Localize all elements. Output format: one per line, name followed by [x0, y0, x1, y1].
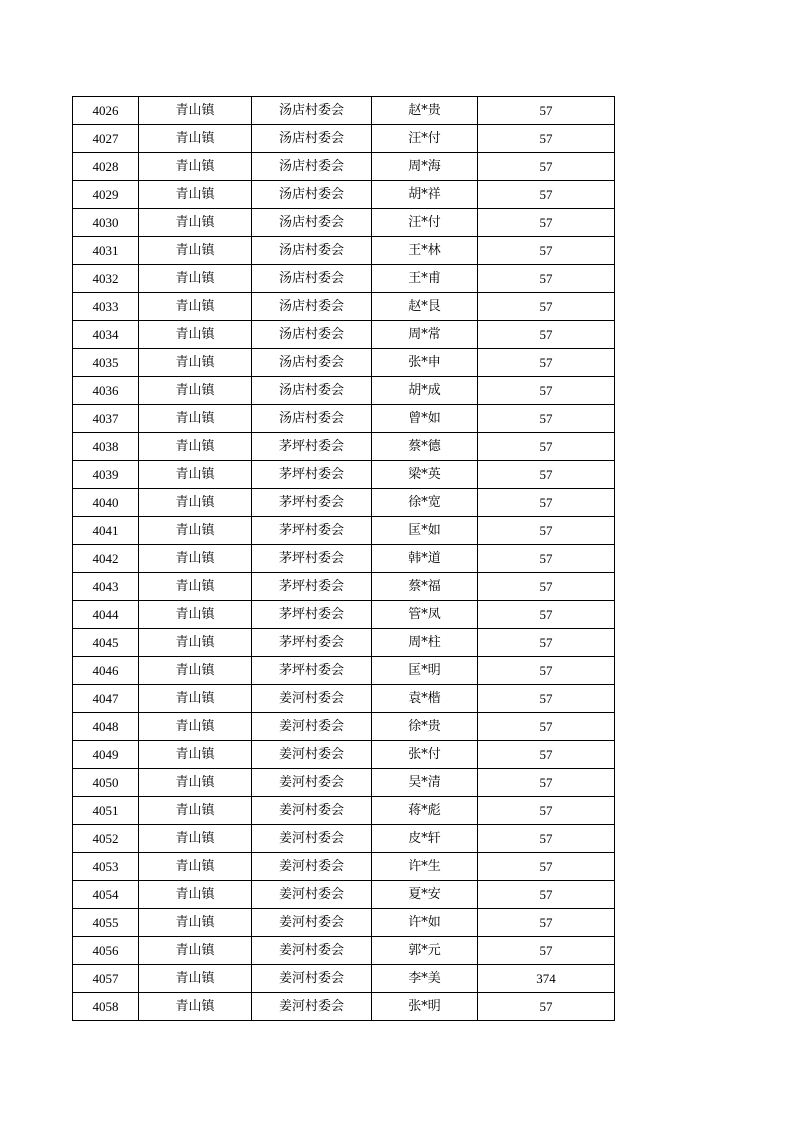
town-cell: 青山镇 — [139, 741, 252, 769]
town-cell: 青山镇 — [139, 629, 252, 657]
record-number-cell: 4040 — [73, 489, 139, 517]
table-row — [73, 713, 615, 741]
town-cell: 青山镇 — [139, 713, 252, 741]
person-name-cell: 徐*宽 — [372, 489, 478, 517]
village-committee-cell: 茅坪村委会 — [252, 601, 372, 629]
village-committee-cell: 姜河村委会 — [252, 769, 372, 797]
village-committee-cell: 茅坪村委会 — [252, 545, 372, 573]
village-committee-cell: 汤店村委会 — [252, 321, 372, 349]
table-row — [73, 265, 615, 293]
record-number-cell: 4058 — [73, 993, 139, 1021]
table-row — [73, 461, 615, 489]
village-committee-cell: 茅坪村委会 — [252, 573, 372, 601]
records-table — [72, 96, 615, 1021]
village-committee-cell: 汤店村委会 — [252, 349, 372, 377]
town-cell: 青山镇 — [139, 237, 252, 265]
table-row — [73, 937, 615, 965]
village-committee-cell: 茅坪村委会 — [252, 433, 372, 461]
amount-cell: 57 — [478, 573, 615, 601]
person-name-cell: 夏*安 — [372, 881, 478, 909]
village-committee-cell: 茅坪村委会 — [252, 657, 372, 685]
town-cell: 青山镇 — [139, 209, 252, 237]
town-cell: 青山镇 — [139, 853, 252, 881]
person-name-cell: 周*海 — [372, 153, 478, 181]
table-row — [73, 797, 615, 825]
person-name-cell: 许*生 — [372, 853, 478, 881]
amount-cell: 374 — [478, 965, 615, 993]
person-name-cell: 徐*贵 — [372, 713, 478, 741]
table-row — [73, 405, 615, 433]
table-row — [73, 489, 615, 517]
person-name-cell: 汪*付 — [372, 209, 478, 237]
record-number-cell: 4031 — [73, 237, 139, 265]
amount-cell: 57 — [478, 433, 615, 461]
amount-cell: 57 — [478, 321, 615, 349]
amount-cell: 57 — [478, 881, 615, 909]
amount-cell: 57 — [478, 181, 615, 209]
town-cell: 青山镇 — [139, 97, 252, 125]
person-name-cell: 李*美 — [372, 965, 478, 993]
record-number-cell: 4030 — [73, 209, 139, 237]
town-cell: 青山镇 — [139, 405, 252, 433]
record-number-cell: 4037 — [73, 405, 139, 433]
person-name-cell: 郭*元 — [372, 937, 478, 965]
table-row — [73, 825, 615, 853]
record-number-cell: 4046 — [73, 657, 139, 685]
village-committee-cell: 姜河村委会 — [252, 713, 372, 741]
amount-cell: 57 — [478, 741, 615, 769]
record-number-cell: 4048 — [73, 713, 139, 741]
person-name-cell: 吴*清 — [372, 769, 478, 797]
person-name-cell: 匡*如 — [372, 517, 478, 545]
table-row — [73, 545, 615, 573]
town-cell: 青山镇 — [139, 517, 252, 545]
amount-cell: 57 — [478, 853, 615, 881]
table-row — [73, 377, 615, 405]
village-committee-cell: 姜河村委会 — [252, 965, 372, 993]
amount-cell: 57 — [478, 685, 615, 713]
town-cell: 青山镇 — [139, 797, 252, 825]
amount-cell: 57 — [478, 461, 615, 489]
village-committee-cell: 汤店村委会 — [252, 293, 372, 321]
person-name-cell: 王*甫 — [372, 265, 478, 293]
amount-cell: 57 — [478, 909, 615, 937]
record-number-cell: 4039 — [73, 461, 139, 489]
village-committee-cell: 茅坪村委会 — [252, 517, 372, 545]
person-name-cell: 梁*英 — [372, 461, 478, 489]
record-number-cell: 4049 — [73, 741, 139, 769]
amount-cell: 57 — [478, 293, 615, 321]
amount-cell: 57 — [478, 153, 615, 181]
village-committee-cell: 姜河村委会 — [252, 741, 372, 769]
person-name-cell: 周*常 — [372, 321, 478, 349]
table-row — [73, 629, 615, 657]
person-name-cell: 蒋*彪 — [372, 797, 478, 825]
record-number-cell: 4038 — [73, 433, 139, 461]
table-row — [73, 517, 615, 545]
record-number-cell: 4055 — [73, 909, 139, 937]
person-name-cell: 张*明 — [372, 993, 478, 1021]
amount-cell: 57 — [478, 937, 615, 965]
village-committee-cell: 姜河村委会 — [252, 853, 372, 881]
table-row — [73, 685, 615, 713]
person-name-cell: 韩*道 — [372, 545, 478, 573]
town-cell: 青山镇 — [139, 881, 252, 909]
village-committee-cell: 汤店村委会 — [252, 237, 372, 265]
table-row — [73, 601, 615, 629]
village-committee-cell: 汤店村委会 — [252, 377, 372, 405]
table-row — [73, 741, 615, 769]
person-name-cell: 皮*轩 — [372, 825, 478, 853]
town-cell: 青山镇 — [139, 769, 252, 797]
person-name-cell: 周*柱 — [372, 629, 478, 657]
amount-cell: 57 — [478, 545, 615, 573]
village-committee-cell: 茅坪村委会 — [252, 489, 372, 517]
record-number-cell: 4047 — [73, 685, 139, 713]
record-number-cell: 4045 — [73, 629, 139, 657]
person-name-cell: 蔡*德 — [372, 433, 478, 461]
town-cell: 青山镇 — [139, 153, 252, 181]
record-number-cell: 4026 — [73, 97, 139, 125]
person-name-cell: 张*申 — [372, 349, 478, 377]
amount-cell: 57 — [478, 209, 615, 237]
village-committee-cell: 汤店村委会 — [252, 181, 372, 209]
table-row — [73, 573, 615, 601]
table-row — [73, 181, 615, 209]
person-name-cell: 胡*祥 — [372, 181, 478, 209]
town-cell: 青山镇 — [139, 965, 252, 993]
table-row — [73, 433, 615, 461]
town-cell: 青山镇 — [139, 601, 252, 629]
person-name-cell: 曾*如 — [372, 405, 478, 433]
amount-cell: 57 — [478, 97, 615, 125]
record-number-cell: 4056 — [73, 937, 139, 965]
town-cell: 青山镇 — [139, 349, 252, 377]
table-row — [73, 209, 615, 237]
record-number-cell: 4054 — [73, 881, 139, 909]
town-cell: 青山镇 — [139, 825, 252, 853]
town-cell: 青山镇 — [139, 685, 252, 713]
amount-cell: 57 — [478, 713, 615, 741]
village-committee-cell: 姜河村委会 — [252, 825, 372, 853]
person-name-cell: 胡*成 — [372, 377, 478, 405]
record-number-cell: 4053 — [73, 853, 139, 881]
town-cell: 青山镇 — [139, 937, 252, 965]
person-name-cell: 汪*付 — [372, 125, 478, 153]
record-number-cell: 4050 — [73, 769, 139, 797]
table-row — [73, 853, 615, 881]
person-name-cell: 匡*明 — [372, 657, 478, 685]
record-number-cell: 4051 — [73, 797, 139, 825]
person-name-cell: 蔡*福 — [372, 573, 478, 601]
village-committee-cell: 汤店村委会 — [252, 153, 372, 181]
village-committee-cell: 姜河村委会 — [252, 797, 372, 825]
table-row — [73, 881, 615, 909]
amount-cell: 57 — [478, 797, 615, 825]
table-row — [73, 153, 615, 181]
record-number-cell: 4042 — [73, 545, 139, 573]
village-committee-cell: 汤店村委会 — [252, 405, 372, 433]
table-row — [73, 993, 615, 1021]
village-committee-cell: 汤店村委会 — [252, 209, 372, 237]
record-number-cell: 4035 — [73, 349, 139, 377]
record-number-cell: 4032 — [73, 265, 139, 293]
village-committee-cell: 姜河村委会 — [252, 909, 372, 937]
record-number-cell: 4041 — [73, 517, 139, 545]
amount-cell: 57 — [478, 237, 615, 265]
table-row — [73, 657, 615, 685]
records-table-body — [73, 97, 615, 1021]
record-number-cell: 4057 — [73, 965, 139, 993]
table-row — [73, 349, 615, 377]
amount-cell: 57 — [478, 657, 615, 685]
amount-cell: 57 — [478, 769, 615, 797]
town-cell: 青山镇 — [139, 573, 252, 601]
town-cell: 青山镇 — [139, 265, 252, 293]
person-name-cell: 赵*艮 — [372, 293, 478, 321]
record-number-cell: 4052 — [73, 825, 139, 853]
amount-cell: 57 — [478, 825, 615, 853]
record-number-cell: 4044 — [73, 601, 139, 629]
amount-cell: 57 — [478, 125, 615, 153]
amount-cell: 57 — [478, 517, 615, 545]
record-number-cell: 4027 — [73, 125, 139, 153]
table-row — [73, 769, 615, 797]
town-cell: 青山镇 — [139, 545, 252, 573]
village-committee-cell: 姜河村委会 — [252, 685, 372, 713]
village-committee-cell: 姜河村委会 — [252, 881, 372, 909]
village-committee-cell: 汤店村委会 — [252, 97, 372, 125]
record-number-cell: 4043 — [73, 573, 139, 601]
table-row — [73, 237, 615, 265]
table-row — [73, 97, 615, 125]
town-cell: 青山镇 — [139, 181, 252, 209]
person-name-cell: 张*付 — [372, 741, 478, 769]
town-cell: 青山镇 — [139, 489, 252, 517]
table-row — [73, 965, 615, 993]
record-number-cell: 4029 — [73, 181, 139, 209]
town-cell: 青山镇 — [139, 125, 252, 153]
table-row — [73, 125, 615, 153]
town-cell: 青山镇 — [139, 377, 252, 405]
town-cell: 青山镇 — [139, 433, 252, 461]
village-committee-cell: 汤店村委会 — [252, 125, 372, 153]
person-name-cell: 许*如 — [372, 909, 478, 937]
town-cell: 青山镇 — [139, 321, 252, 349]
village-committee-cell: 姜河村委会 — [252, 937, 372, 965]
amount-cell: 57 — [478, 489, 615, 517]
village-committee-cell: 汤店村委会 — [252, 265, 372, 293]
table-row — [73, 321, 615, 349]
person-name-cell: 王*林 — [372, 237, 478, 265]
record-number-cell: 4028 — [73, 153, 139, 181]
amount-cell: 57 — [478, 349, 615, 377]
village-committee-cell: 茅坪村委会 — [252, 461, 372, 489]
town-cell: 青山镇 — [139, 993, 252, 1021]
town-cell: 青山镇 — [139, 657, 252, 685]
record-number-cell: 4034 — [73, 321, 139, 349]
village-committee-cell: 姜河村委会 — [252, 993, 372, 1021]
amount-cell: 57 — [478, 405, 615, 433]
person-name-cell: 赵*贵 — [372, 97, 478, 125]
table-row — [73, 293, 615, 321]
person-name-cell: 袁*楷 — [372, 685, 478, 713]
village-committee-cell: 茅坪村委会 — [252, 629, 372, 657]
record-number-cell: 4033 — [73, 293, 139, 321]
town-cell: 青山镇 — [139, 909, 252, 937]
person-name-cell: 管*凤 — [372, 601, 478, 629]
town-cell: 青山镇 — [139, 293, 252, 321]
amount-cell: 57 — [478, 601, 615, 629]
amount-cell: 57 — [478, 629, 615, 657]
amount-cell: 57 — [478, 265, 615, 293]
town-cell: 青山镇 — [139, 461, 252, 489]
table-row — [73, 909, 615, 937]
amount-cell: 57 — [478, 377, 615, 405]
record-number-cell: 4036 — [73, 377, 139, 405]
amount-cell: 57 — [478, 993, 615, 1021]
